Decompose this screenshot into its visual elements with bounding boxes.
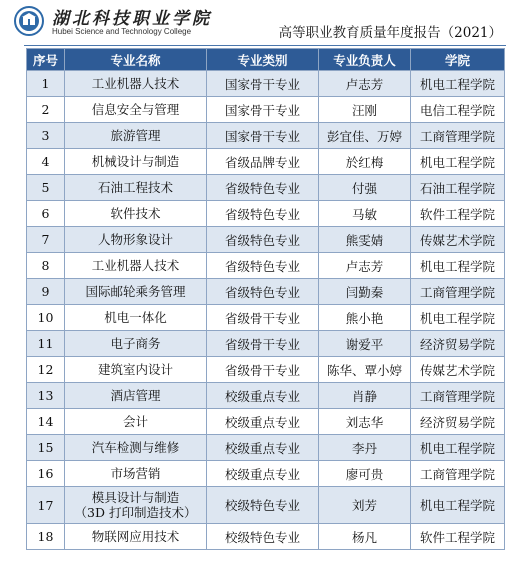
major-name-line: 会计 (122, 414, 148, 429)
row-number-cell: 9 (27, 279, 65, 305)
major-category-cell: 省级特色专业 (207, 175, 319, 201)
major-name-cell (65, 71, 207, 97)
major-lead-cell: 廖可贵 (319, 461, 411, 487)
major-name-cell (65, 201, 207, 227)
table-row (27, 149, 505, 175)
table-row (27, 253, 505, 279)
major-lead-cell: 杨凡 (319, 524, 411, 550)
major-name-cell (65, 383, 207, 409)
college-cell: 经济贸易学院 (411, 409, 505, 435)
major-name-cell (65, 357, 207, 383)
major-name-cell (65, 227, 207, 253)
major-name-line: 电子商务 (110, 336, 161, 351)
college-cell: 软件工程学院 (411, 524, 505, 550)
college-cell: 机电工程学院 (411, 71, 505, 97)
majors-table (26, 48, 505, 550)
major-name-line: 信息安全与管理 (91, 102, 180, 117)
major-lead-cell: 彭宜佳、万婷 (319, 123, 411, 149)
major-name-line: 机电一体化 (104, 310, 167, 325)
major-name-line: 市场营销 (110, 466, 161, 481)
college-cell: 机电工程学院 (411, 149, 505, 175)
major-category-cell: 省级特色专业 (207, 279, 319, 305)
college-cell: 石油工程学院 (411, 175, 505, 201)
major-name-cell (65, 97, 207, 123)
major-category-cell: 校级特色专业 (207, 487, 319, 524)
row-number-cell: 7 (27, 227, 65, 253)
table-header-row (27, 49, 505, 71)
table-row (27, 331, 505, 357)
row-number-cell: 15 (27, 435, 65, 461)
row-number-cell: 5 (27, 175, 65, 201)
college-cell: 工商管理学院 (411, 123, 505, 149)
column-header-college: 学院 (411, 49, 505, 71)
column-header-lead: 专业负责人 (319, 49, 411, 71)
school-name-cn: 湖北科技职业学院 (52, 9, 212, 29)
college-cell: 机电工程学院 (411, 253, 505, 279)
table-row (27, 461, 505, 487)
major-name-line: 旅游管理 (110, 128, 161, 143)
row-number-cell: 8 (27, 253, 65, 279)
major-category-cell: 校级重点专业 (207, 461, 319, 487)
major-name-cell (65, 487, 207, 524)
major-lead-cell: 熊雯婧 (319, 227, 411, 253)
major-name-cell (65, 253, 207, 279)
college-cell: 传媒艺术学院 (411, 227, 505, 253)
school-emblem-icon (14, 6, 44, 36)
college-cell: 机电工程学院 (411, 487, 505, 524)
row-number-cell: 10 (27, 305, 65, 331)
row-number-cell: 2 (27, 97, 65, 123)
row-number-cell: 14 (27, 409, 65, 435)
table-body (27, 71, 505, 550)
major-lead-cell: 熊小艳 (319, 305, 411, 331)
table-row (27, 305, 505, 331)
table-row (27, 487, 505, 524)
row-number-cell: 3 (27, 123, 65, 149)
major-name-line: 物联网应用技术 (91, 529, 180, 544)
major-name-cell (65, 123, 207, 149)
major-name-cell (65, 461, 207, 487)
row-number-cell: 4 (27, 149, 65, 175)
row-number-cell: 11 (27, 331, 65, 357)
table-row (27, 279, 505, 305)
major-lead-cell: 汪刚 (319, 97, 411, 123)
college-cell: 传媒艺术学院 (411, 357, 505, 383)
major-name-line: 汽车检测与维修 (91, 440, 180, 455)
report-title: 高等职业教育质量年度报告（2021） (278, 25, 502, 41)
table-row (27, 383, 505, 409)
major-lead-cell: 闫勤秦 (319, 279, 411, 305)
college-cell: 电信工程学院 (411, 97, 505, 123)
column-header-category: 专业类别 (207, 49, 319, 71)
table-row (27, 123, 505, 149)
table-row (27, 97, 505, 123)
major-name-cell (65, 409, 207, 435)
major-category-cell: 校级重点专业 (207, 409, 319, 435)
table-row (27, 201, 505, 227)
row-number-cell: 1 (27, 71, 65, 97)
major-lead-cell: 陈华、覃小婷 (319, 357, 411, 383)
college-cell: 机电工程学院 (411, 305, 505, 331)
table-row (27, 227, 505, 253)
major-name-line: 软件技术 (110, 206, 161, 221)
column-header-name: 专业名称 (65, 49, 207, 71)
major-category-cell: 校级重点专业 (207, 435, 319, 461)
table-row (27, 524, 505, 550)
major-name-line: 机械设计与制造 (91, 154, 180, 169)
row-number-cell: 16 (27, 461, 65, 487)
major-name-line: 酒店管理 (110, 388, 161, 403)
major-name-cell (65, 149, 207, 175)
major-lead-cell: 卢志芳 (319, 253, 411, 279)
column-header-no: 序号 (27, 49, 65, 71)
major-name-line: 建筑室内设计 (97, 362, 173, 377)
table-row (27, 435, 505, 461)
major-category-cell: 省级品牌专业 (207, 149, 319, 175)
major-category-cell: 省级特色专业 (207, 201, 319, 227)
page-header (0, 0, 522, 48)
major-name-cell (65, 524, 207, 550)
major-lead-cell: 卢志芳 (319, 71, 411, 97)
table-row (27, 357, 505, 383)
table-row (27, 71, 505, 97)
major-category-cell: 校级重点专业 (207, 383, 319, 409)
major-category-cell: 省级特色专业 (207, 253, 319, 279)
major-name-line: 工业机器人技术 (91, 258, 180, 273)
row-number-cell: 17 (27, 487, 65, 524)
college-cell: 软件工程学院 (411, 201, 505, 227)
major-lead-cell: 肖静 (319, 383, 411, 409)
major-name-line: 人物形象设计 (97, 232, 173, 247)
major-category-cell: 国家骨干专业 (207, 71, 319, 97)
table-row (27, 409, 505, 435)
major-name-line: 石油工程技术 (97, 180, 173, 195)
college-cell: 机电工程学院 (411, 435, 505, 461)
major-name-cell (65, 435, 207, 461)
major-category-cell: 校级特色专业 (207, 524, 319, 550)
major-lead-cell: 刘芳 (319, 487, 411, 524)
major-category-cell: 省级骨干专业 (207, 331, 319, 357)
school-name-en: Hubei Science and Technology College (52, 27, 192, 36)
row-number-cell: 13 (27, 383, 65, 409)
major-name-cell (65, 305, 207, 331)
major-name-line: 模具设计与制造 (91, 490, 180, 505)
major-lead-cell: 李丹 (319, 435, 411, 461)
college-cell: 工商管理学院 (411, 279, 505, 305)
major-category-cell: 省级特色专业 (207, 227, 319, 253)
college-cell: 工商管理学院 (411, 461, 505, 487)
major-name-line: 工业机器人技术 (91, 76, 180, 91)
major-lead-cell: 马敏 (319, 201, 411, 227)
major-category-cell: 省级骨干专业 (207, 305, 319, 331)
major-name-line: 国际邮轮乘务管理 (85, 284, 186, 299)
row-number-cell: 6 (27, 201, 65, 227)
major-name-line: （3D 打印制造技术） (74, 505, 197, 520)
major-name-cell (65, 279, 207, 305)
major-name-cell (65, 175, 207, 201)
header-rule (24, 45, 506, 46)
major-lead-cell: 付强 (319, 175, 411, 201)
major-category-cell: 国家骨干专业 (207, 123, 319, 149)
table-row (27, 175, 505, 201)
college-cell: 经济贸易学院 (411, 331, 505, 357)
major-lead-cell: 於红梅 (319, 149, 411, 175)
major-name-cell (65, 331, 207, 357)
major-category-cell: 国家骨干专业 (207, 97, 319, 123)
row-number-cell: 12 (27, 357, 65, 383)
major-lead-cell: 刘志华 (319, 409, 411, 435)
row-number-cell: 18 (27, 524, 65, 550)
major-lead-cell: 谢爱平 (319, 331, 411, 357)
major-category-cell: 省级骨干专业 (207, 357, 319, 383)
college-cell: 工商管理学院 (411, 383, 505, 409)
